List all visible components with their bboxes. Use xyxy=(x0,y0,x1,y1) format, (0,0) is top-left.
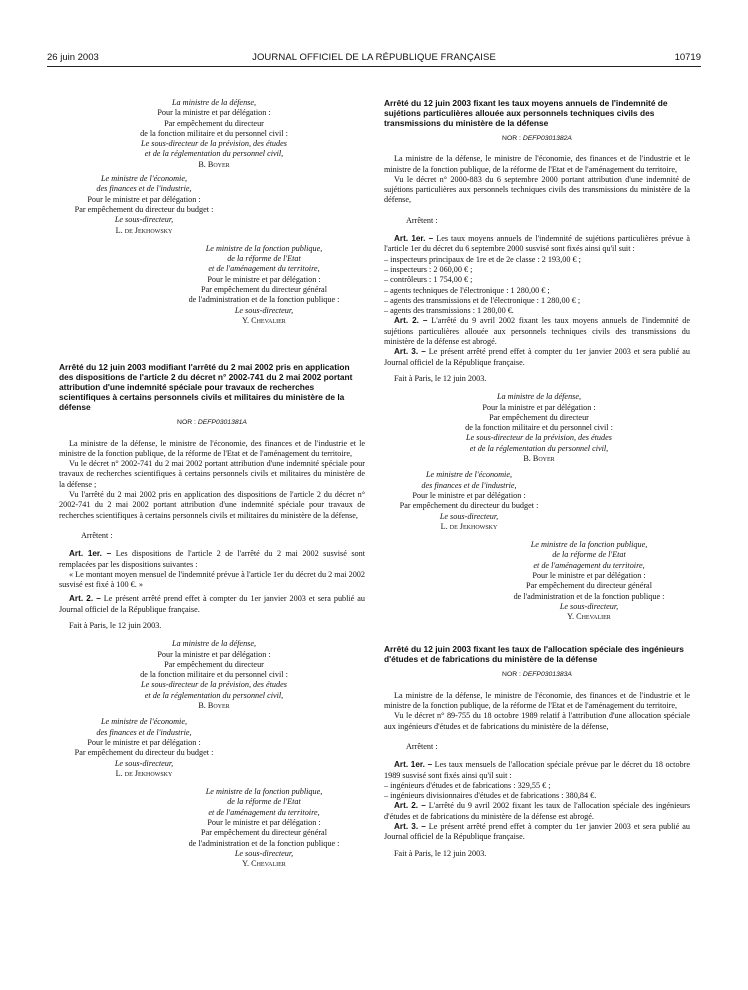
signature-line: Par empêchement du directeur xyxy=(489,412,589,422)
signature-block-economie xyxy=(19,174,269,236)
signature-line: Le sous-directeur de la prévision, des études xyxy=(141,139,287,149)
signature-line: La ministre de la défense, xyxy=(171,639,257,649)
signature-line: Le sous-directeur, xyxy=(234,848,294,858)
signature-block-defense xyxy=(89,98,339,170)
nor-reference xyxy=(384,670,690,680)
signature-line: Le sous-directeur, xyxy=(559,601,619,611)
header-journal-title: JOURNAL OFFICIEL DE LA RÉPUBLIQUE FRANÇAISE xyxy=(252,52,496,63)
signature-line: Le sous-directeur, xyxy=(114,215,174,225)
list-item: – agents des transmissions et de l'électronique : 1 280,00 € ; xyxy=(384,295,581,305)
nor-label: NOR : xyxy=(502,671,521,679)
article-2 xyxy=(384,801,690,822)
article-text: Les dispositions de l'article 2 de l'arrêté du 2 mai 2002 susvisé sont remplacées par les dispositions suivantes : xyxy=(59,549,365,569)
signature-line: et de l'aménagement du territoire, xyxy=(208,807,320,817)
nor-reference xyxy=(59,418,365,428)
paragraph: La ministre de la défense, le ministre de l'économie, des finances et de l'industrie et le ministre de la fonction publique, de la réforme de l'Etat et de l'aménagement du territoire, xyxy=(384,690,690,711)
signature-block-defense xyxy=(414,392,664,464)
article-2 xyxy=(59,594,365,615)
article-label: Art. 2. – xyxy=(394,801,426,811)
arrete-block-ingenieurs xyxy=(384,644,690,858)
page-header xyxy=(0,0,748,72)
arrete-block-transmissions xyxy=(384,98,690,384)
signature-name: L. de Jekhowsky xyxy=(115,225,173,235)
article-text: Le présent arrêté prend effet à compter du 1er janvier 2003 et sera publié au Journal officiel de la République française. xyxy=(59,594,365,614)
list-item: – ingénieurs d'études et de fabrications : 329,55 € ; xyxy=(384,780,551,790)
article-text: L'arrêté du 9 avril 2002 fixant les taux de l'allocation spéciale des ingénieurs d'études et de fabrications du ministère de la défense est abrogé. xyxy=(384,801,691,821)
signature-line: Le sous-directeur de la prévision, des études xyxy=(466,433,612,443)
signature-line: de la fonction militaire et du personnel civil : xyxy=(140,670,288,680)
list-item: – agents des transmissions : 1 280,00 €. xyxy=(384,306,514,316)
article-1 xyxy=(384,234,690,255)
signature-line: de la réforme de l'Etat xyxy=(552,550,626,560)
article-label: Art. 3. – xyxy=(394,347,426,357)
article-2 xyxy=(384,316,690,347)
signature-line: Par empêchement du directeur xyxy=(164,659,264,669)
signature-line: Par empêchement du directeur xyxy=(164,118,264,128)
signature-name: B. Boyer xyxy=(198,701,230,711)
signature-line: Le sous-directeur de la prévision, des études xyxy=(141,680,287,690)
signature-block-economie xyxy=(344,470,594,532)
article-text: Les taux moyens annuels de l'indemnité de sujétions particulières prévue à l'article 1er du décret du 6 septembre 2000 susvisé sont fixés ainsi qu'il suit : xyxy=(384,234,690,254)
signature-line: de la réforme de l'Etat xyxy=(227,254,301,264)
signature-name: L. de Jekhowsky xyxy=(115,768,173,778)
signature-line: de la réforme de l'Etat xyxy=(227,797,301,807)
paragraph: Vu l'arrêté du 2 mai 2002 pris en application des dispositions de l'article 2 du décret n° 2002-741 du 2 mai 2002 portant attribution d'une indemnité spéciale pour travaux de recherches scientifiques à certains personnels civils et militaires du ministère de la défense, xyxy=(59,490,365,520)
arrete-title: Arrêté du 12 juin 2003 fixant les taux de l'allocation spéciale des ingénieurs d'études et de fabrications du ministère de la défense xyxy=(384,644,684,665)
header-page-number: 10719 xyxy=(674,52,701,63)
signature-line: Par empêchement du directeur général xyxy=(201,828,327,838)
signature-line: Par empêchement du directeur général xyxy=(526,581,652,591)
article-label: Art. 2. – xyxy=(394,316,428,326)
signature-block-fonction-publique xyxy=(139,244,389,326)
article-label: Art. 2. – xyxy=(69,594,101,604)
right-column xyxy=(384,98,690,867)
paragraph: Vu le décret n° 2000-883 du 6 septembre 2000 portant attribution d'une indemnité de sujétions particulières aux personnels techniques civils des transmissions du ministère de la défense, xyxy=(384,174,690,205)
article-3 xyxy=(384,822,690,843)
list-item: – inspecteurs principaux de 1re et de 2e classe : 2 193,00 € ; xyxy=(384,254,581,264)
signature-line: et de l'aménagement du territoire, xyxy=(533,560,645,570)
signature-name: B. Boyer xyxy=(523,454,555,464)
article-1 xyxy=(384,760,690,781)
signature-line: Pour la ministre et par délégation : xyxy=(157,649,271,659)
header-date: 26 juin 2003 xyxy=(47,52,99,63)
signature-line: Pour le ministre et par délégation : xyxy=(207,274,321,284)
signature-line: Par empêchement du directeur général xyxy=(201,285,327,295)
article-text: Les taux mensuels de l'allocation spéciale prévue par le décret du 18 octobre 1989 susvisé sont fixés ainsi qu'il suit : xyxy=(384,760,691,780)
article-3 xyxy=(384,347,690,368)
header-rule xyxy=(47,66,701,67)
nor-code: DEFP0301383A xyxy=(522,671,572,679)
article-label: Art. 1er. – xyxy=(394,234,434,244)
paragraph: La ministre de la défense, le ministre de l'économie, des finances et de l'industrie et le ministre de la fonction publique, de la réforme de l'Etat et de l'aménagement du territoire, xyxy=(59,438,365,458)
nor-label: NOR : xyxy=(177,419,196,427)
signature-line: Pour le ministre et par délégation : xyxy=(87,194,201,204)
signature-line: Par empêchement du directeur du budget : xyxy=(399,501,539,511)
signature-name: Y. Chevalier xyxy=(242,859,286,869)
signature-line: Pour le ministre et par délégation : xyxy=(207,818,321,828)
signature-line: et de la réglementation du personnel civil, xyxy=(469,443,609,453)
paragraph: Vu le décret n° 2002-741 du 2 mai 2002 portant attribution d'une indemnité spéciale pour travaux de recherches scientifiques à certains personnels civils et militaires du ministère de la défense ; xyxy=(59,459,365,489)
signature-line: Le ministre de la fonction publique, xyxy=(205,243,323,253)
signature-line: Par empêchement du directeur du budget : xyxy=(74,204,214,214)
signature-line: Pour la ministre et par délégation : xyxy=(157,108,271,118)
signature-line: des finances et de l'industrie, xyxy=(421,480,517,490)
arretent-heading: Arrêtent : xyxy=(81,530,113,540)
paragraph: La ministre de la défense, le ministre de l'économie, des finances et de l'industrie et le ministre de la fonction publique, de la réforme de l'Etat et de l'aménagement du territoire, xyxy=(384,154,690,174)
signature-line: La ministre de la défense, xyxy=(496,392,582,402)
nor-label: NOR : xyxy=(502,135,521,142)
article-text: Le présent arrêté prend effet à compter du 1er janvier 2003 et sera publié au Journal officiel de la République française. xyxy=(384,822,690,842)
arrete-title: Arrêté du 12 juin 2003 modifiant l'arrêté du 2 mai 2002 pris en application des dispositions de l'article 2 du décret n° 2002-741 du 2 mai 2002 portant attribution d'une indemnité spéciale pour travaux de recherches scientifiques à certains personnels civils et militaires du ministère de la défense xyxy=(59,362,353,413)
article-label: Art. 1er. – xyxy=(394,760,433,770)
signature-line: de l'administration et de la fonction publique : xyxy=(188,838,340,848)
paragraph: Vu le décret n° 89-755 du 18 octobre 1989 relatif à l'attribution d'une allocation spéciale aux ingénieurs d'études et de fabrications du ministère de la défense, xyxy=(384,711,690,731)
left-column xyxy=(59,98,365,870)
article-label: Art. 1er. – xyxy=(69,549,112,559)
signature-line: Le ministre de l'économie, xyxy=(100,717,188,727)
fait-line: Fait à Paris, le 12 juin 2003. xyxy=(394,848,487,858)
signature-name: L. de Jekhowsky xyxy=(440,521,498,531)
signature-line: Par empêchement du directeur du budget : xyxy=(74,748,214,758)
article-quote: « Le montant moyen mensuel de l'indemnité prévue à l'article 1er du décret du 2 mai 2002 susvisé est fixé à 100 €. » xyxy=(59,569,365,590)
signature-line: de l'administration et de la fonction publique : xyxy=(188,295,340,305)
arrete-title: Arrêté du 12 juin 2003 fixant les taux moyens annuels de l'indemnité de sujétions particulières allouée aux personnels techniques civils des transmissions du ministère de la défense xyxy=(384,98,668,128)
fait-line: Fait à Paris, le 12 juin 2003. xyxy=(394,373,487,383)
signature-line: Le sous-directeur, xyxy=(114,758,174,768)
signature-name: B. Boyer xyxy=(198,159,230,169)
signature-line: des finances et de l'industrie, xyxy=(96,727,192,737)
signature-line: La ministre de la défense, xyxy=(171,98,257,107)
signature-line: Le ministre de la fonction publique, xyxy=(205,787,323,797)
arretent-heading: Arrêtent : xyxy=(406,741,438,751)
fait-line: Fait à Paris, le 12 juin 2003. xyxy=(69,620,162,630)
arrete-block-recherches xyxy=(59,362,365,631)
signature-block-defense xyxy=(89,639,339,711)
signature-line: Le ministre de l'économie, xyxy=(100,174,188,184)
list-item: – ingénieurs divisionnaires d'études et de fabrications : 380,84 €. xyxy=(384,791,597,801)
signature-line: Pour le ministre et par délégation : xyxy=(412,490,526,500)
article-1 xyxy=(59,549,365,570)
signature-line: des finances et de l'industrie, xyxy=(96,184,192,194)
list-item: – contrôleurs : 1 754,00 € ; xyxy=(384,275,473,285)
signature-block-economie xyxy=(19,717,269,779)
signature-line: Le sous-directeur, xyxy=(439,511,499,521)
signature-block-fonction-publique xyxy=(139,787,389,869)
signature-line: de l'administration et de la fonction publique : xyxy=(513,591,665,601)
signature-line: de la fonction militaire et du personnel civil : xyxy=(465,423,613,433)
signature-line: Pour le ministre et par délégation : xyxy=(532,570,646,580)
signature-line: et de la réglementation du personnel civil, xyxy=(144,149,284,159)
signature-line: Le ministre de la fonction publique, xyxy=(530,540,648,550)
arretent-heading: Arrêtent : xyxy=(406,215,438,225)
signature-name: Y. Chevalier xyxy=(242,315,286,325)
nor-code: DEFP0301382A xyxy=(522,135,572,142)
nor-code: DEFP0301381A xyxy=(197,419,247,427)
article-label: Art. 3. – xyxy=(394,822,426,832)
signature-line: Pour la ministre et par délégation : xyxy=(482,402,596,412)
signature-line: Pour le ministre et par délégation : xyxy=(87,737,201,747)
signature-line: Le ministre de l'économie, xyxy=(425,470,513,480)
list-item: – inspecteurs : 2 060,00 € ; xyxy=(384,264,473,274)
article-text: L'arrêté du 9 avril 2002 fixant les taux moyens annuels de l'indemnité de sujétions particulières allouée aux personnels techniques civils des transmissions du ministère de la défense est abrogé. xyxy=(384,316,690,347)
signature-line: de la fonction militaire et du personnel civil : xyxy=(140,128,288,138)
signature-line: Le sous-directeur, xyxy=(234,305,294,315)
nor-reference xyxy=(384,134,690,144)
signature-name: Y. Chevalier xyxy=(567,612,611,622)
signature-line: et de la réglementation du personnel civil, xyxy=(144,690,284,700)
signature-block-fonction-publique xyxy=(464,540,714,622)
signature-line: et de l'aménagement du territoire, xyxy=(208,264,320,274)
article-text: Le présent arrêté prend effet à compter du 1er janvier 2003 et sera publié au Journal officiel de la République française. xyxy=(384,347,690,367)
list-item: – agents techniques de l'électronique : 1 280,00 € ; xyxy=(384,285,550,295)
